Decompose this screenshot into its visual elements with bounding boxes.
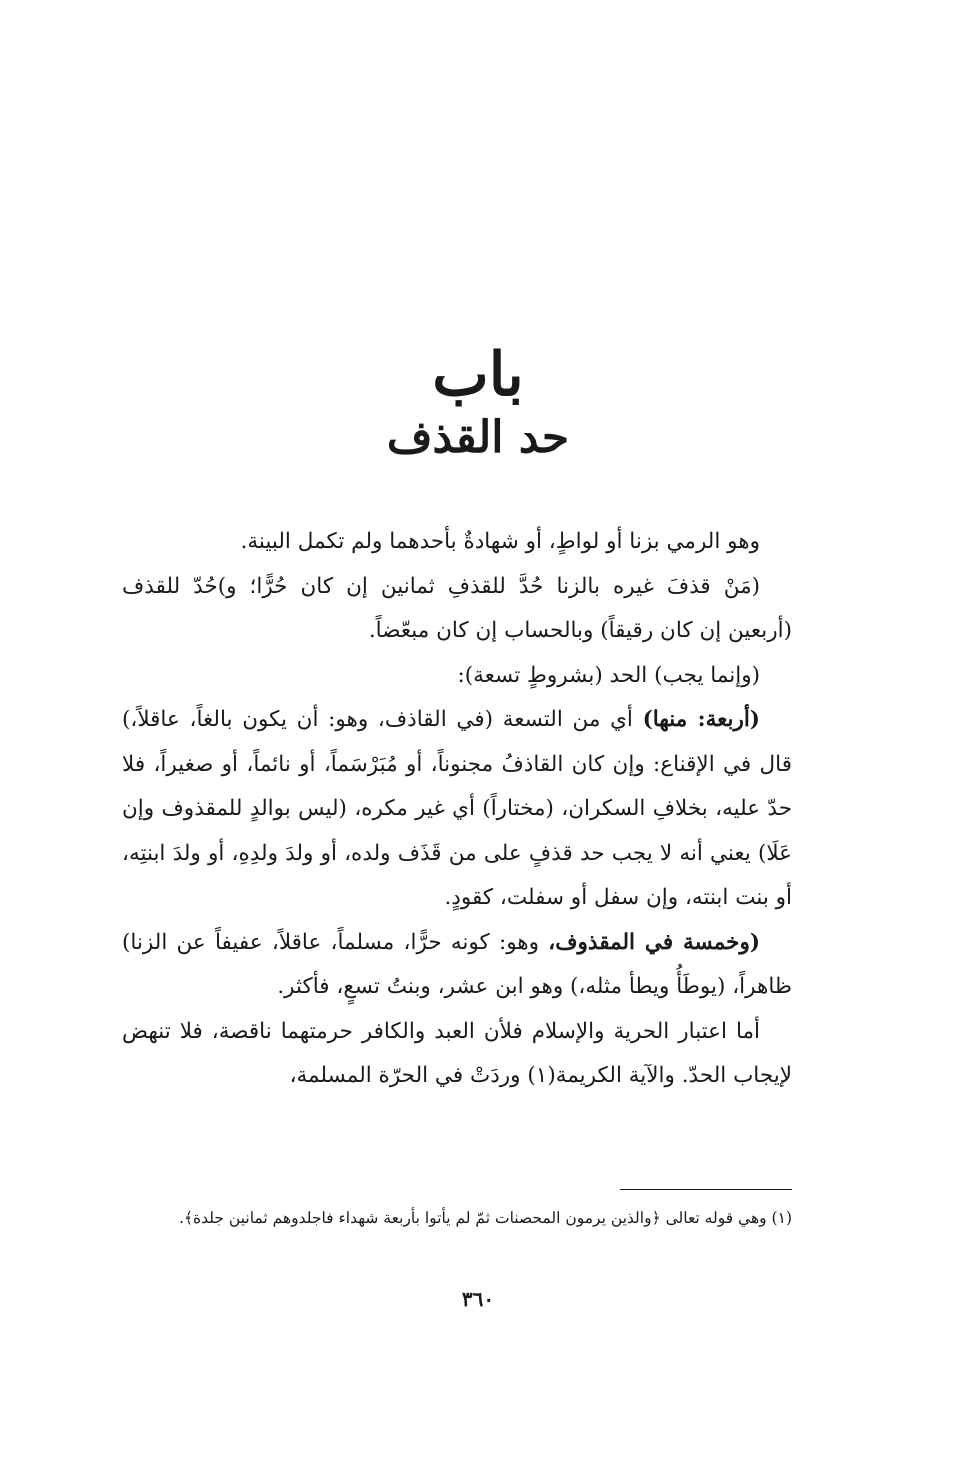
- paragraph-accused-conditions: [122, 921, 792, 1010]
- paragraph-text: (مَنْ قذفَ غيره بالزنا حُدَّ للقذفِ ثمانين إن كان حُرًّا؛ و)حُدّ للقذف (أربعين إن كان رقيقاً) وبالحساب إن كان مبعّضاً.: [122, 573, 792, 643]
- paragraph-text: أما اعتبار الحرية والإسلام فلأن العبد والكافر حرمتهما ناقصة، فلا تنهض لإيجاب الحدّ. والآية الكريمة(١) وردَتْ في الحرّة المسلمة،: [122, 1018, 792, 1088]
- footnote-divider: [620, 1189, 792, 1190]
- paragraph-text: (وإنما يجب) الحد (بشروطٍ تسعة):: [457, 662, 760, 688]
- paragraph-accuser-conditions: [122, 698, 792, 921]
- paragraph-lead: (وخمسة في المقذوف،: [548, 929, 761, 955]
- chapter-word: باب: [432, 340, 524, 410]
- paragraph-text: وهو: كونه حرًّا، مسلماً، عاقلاً، عفيفاً عن الزنا) ظاهراً، (يوطَأُ ويطأ مثله،) وهو ابن عشر، وبنتُ تسعٍ، فأكثر.: [122, 929, 792, 999]
- paragraph-conditions: [122, 654, 792, 699]
- paragraph-reasoning: [122, 1010, 792, 1099]
- chapter-title: حد القذف: [386, 412, 570, 463]
- footnote: (١) وهي قوله تعالى ﴿والذين يرمون المحصنات ثمّ لم يأتوا بأربعة شهداء فاجلدوهم ثمانين جلدة﴾.: [179, 1209, 792, 1227]
- paragraph-ruling: [122, 565, 792, 654]
- main-text: [122, 520, 792, 1099]
- paragraph-text: أي من التسعة (في القاذف، وهو: أن يكون بالغاً، عاقلاً،) قال في الإقناع: وإن كان القاذفُ مجنوناً، أو مُبَرْسَماً، أو نائماً، أو صغيراً، فلا حدّ عليه، بخلافِ السكران، (مختاراً) أي غير مكره، (ليس بوالدٍ للمقذوف وإن عَلَا) يعني أنه لا يجب حد قذفٍ على من قَذَف ولده، أو ولدَ ولدِهِ، أو ولدَ ابنتِه، أو بنت ابنته، وإن سفل أو سفلت، كقودٍ.: [122, 707, 792, 910]
- paragraph-text: وهو الرمي بزنا أو لواطٍ، أو شهادةٌ بأحدهما ولم تكمل البينة.: [240, 529, 760, 554]
- paragraph-definition: [122, 520, 792, 565]
- paragraph-lead: (أربعة: منها): [642, 707, 760, 732]
- page-number: ٣٦٠: [461, 1287, 495, 1311]
